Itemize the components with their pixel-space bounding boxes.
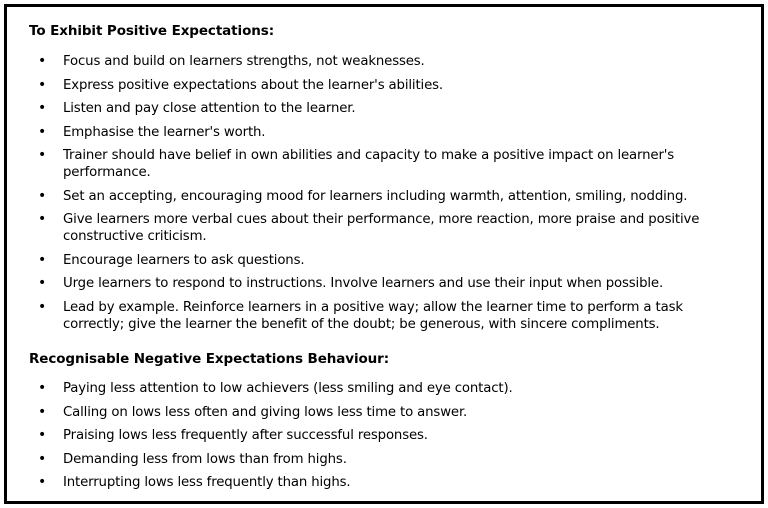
list-item-text: Encourage learners to ask questions. [63,252,305,268]
bullet-icon: • [38,450,47,467]
list-item-text: Paying less attention to low achievers (less smiling and eye contact). [63,381,513,397]
bullet-icon: • [38,403,47,420]
list-item [29,275,741,292]
list-item [29,100,741,117]
list-item-text: Lead by example. Reinforce learners in a positive way; allow the learner time to perform a task correctly; give the learner the benefit of the doubt; be generous, with sincere compliments. [63,299,683,332]
list-item [29,427,741,444]
bullet-icon: • [38,427,47,444]
bullet-icon: • [38,211,47,228]
bullet-icon: • [38,76,47,93]
negative-expectations-heading: Recognisable Negative Expectations Behaviour: [29,350,390,367]
bullet-icon: • [38,474,47,491]
list-item-text: Emphasise the learner's worth. [63,124,266,140]
list-item-text: Urge learners to respond to instructions. Involve learners and use their input when possible. [63,276,664,292]
list-item-text: Listen and pay close attention to the learner. [63,101,356,117]
list-item-text: Give learners more verbal cues about their performance, more reaction, more praise and positive constructive criticism. [63,212,700,245]
list-item [29,124,741,141]
bullet-icon: • [38,380,47,397]
list-item-text: Set an accepting, encouraging mood for learners including warmth, attention, smiling, nodding. [63,188,688,204]
list-item-text: Focus and build on learners strengths, not weaknesses. [63,54,425,70]
list-item-text: Interrupting lows less frequently than highs. [63,475,351,491]
list-item-text: Calling on lows less often and giving lows less time to answer. [63,404,468,420]
list-item [29,252,741,269]
list-item-text: Trainer should have belief in own abilities and capacity to make a positive impact on learner's performance. [63,148,675,181]
list-item-text: Demanding less from lows than from highs. [63,451,347,467]
positive-expectations-heading: To Exhibit Positive Expectations: [29,23,274,39]
list-item [29,188,741,205]
list-item [29,451,741,468]
bullet-icon: • [38,187,47,204]
list-item [29,474,741,491]
list-item [29,147,741,181]
positive-expectations-list [29,53,741,333]
list-item [29,77,741,94]
list-item [29,404,741,421]
bullet-icon: • [38,123,47,140]
bordered-content-box [4,4,764,504]
list-item [29,299,741,333]
negative-expectations-list [29,380,741,491]
list-item [29,211,741,245]
bullet-icon: • [38,100,47,117]
bullet-icon: • [38,298,47,315]
list-item-text: Praising lows less frequently after successful responses. [63,428,428,444]
bullet-icon: • [38,251,47,268]
list-item [29,53,741,70]
list-item [29,380,741,397]
bullet-icon: • [38,53,47,70]
bullet-icon: • [38,147,47,164]
bullet-icon: • [38,275,47,292]
list-item-text: Express positive expectations about the learner's abilities. [63,77,443,93]
